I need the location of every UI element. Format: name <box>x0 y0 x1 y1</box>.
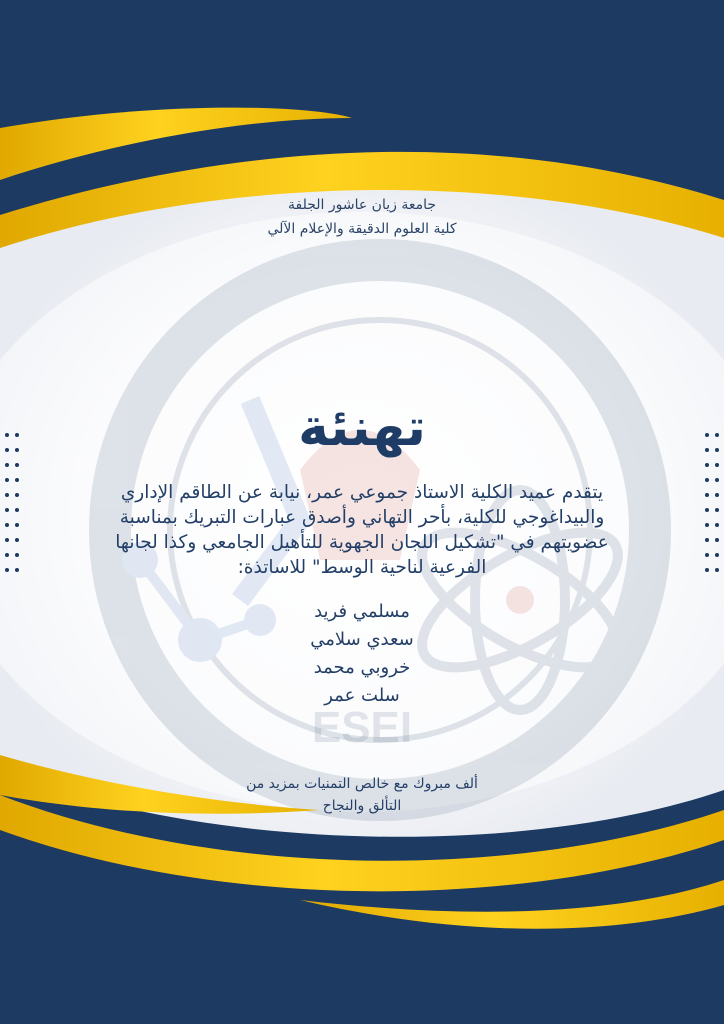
message-line: عضويتهم في "تشكيل اللجان الجهوية للتأهيل الجامعي وكذا لجانها <box>115 532 609 553</box>
closing-line: التألق والنجاح <box>322 798 402 814</box>
message-line: يتقدم عميد الكلية الاستاذ جموعي عمر، نيابة عن الطاقم الإداري <box>120 482 604 503</box>
closing-line: ألف مبروك مع خالص التمنيات بمزيد من <box>246 776 478 792</box>
professor-name: خروبي محمد <box>313 657 411 678</box>
message-line: والبيداغوجي للكلية، بأحر التهاني وأصدق عبارات التبريك بمناسبة <box>119 507 605 528</box>
faculty-name: كلية العلوم الدقيقة والإعلام الآلي <box>267 221 457 237</box>
professor-name: سعدي سلامي <box>310 629 414 650</box>
university-name: جامعة زيان عاشور الجلفة <box>288 197 436 213</box>
watermark-logo-text: ESEI <box>311 703 413 752</box>
message-line: الفرعية لناحية الوسط" للاساتذة: <box>237 557 487 578</box>
professor-name: مسلمي فريد <box>314 601 410 622</box>
professor-name: سلت عمر <box>324 685 400 706</box>
professor-list <box>0 598 724 710</box>
congratulation-message <box>50 480 674 580</box>
closing-wishes <box>0 773 724 817</box>
page-title: تهنئة <box>298 398 426 458</box>
